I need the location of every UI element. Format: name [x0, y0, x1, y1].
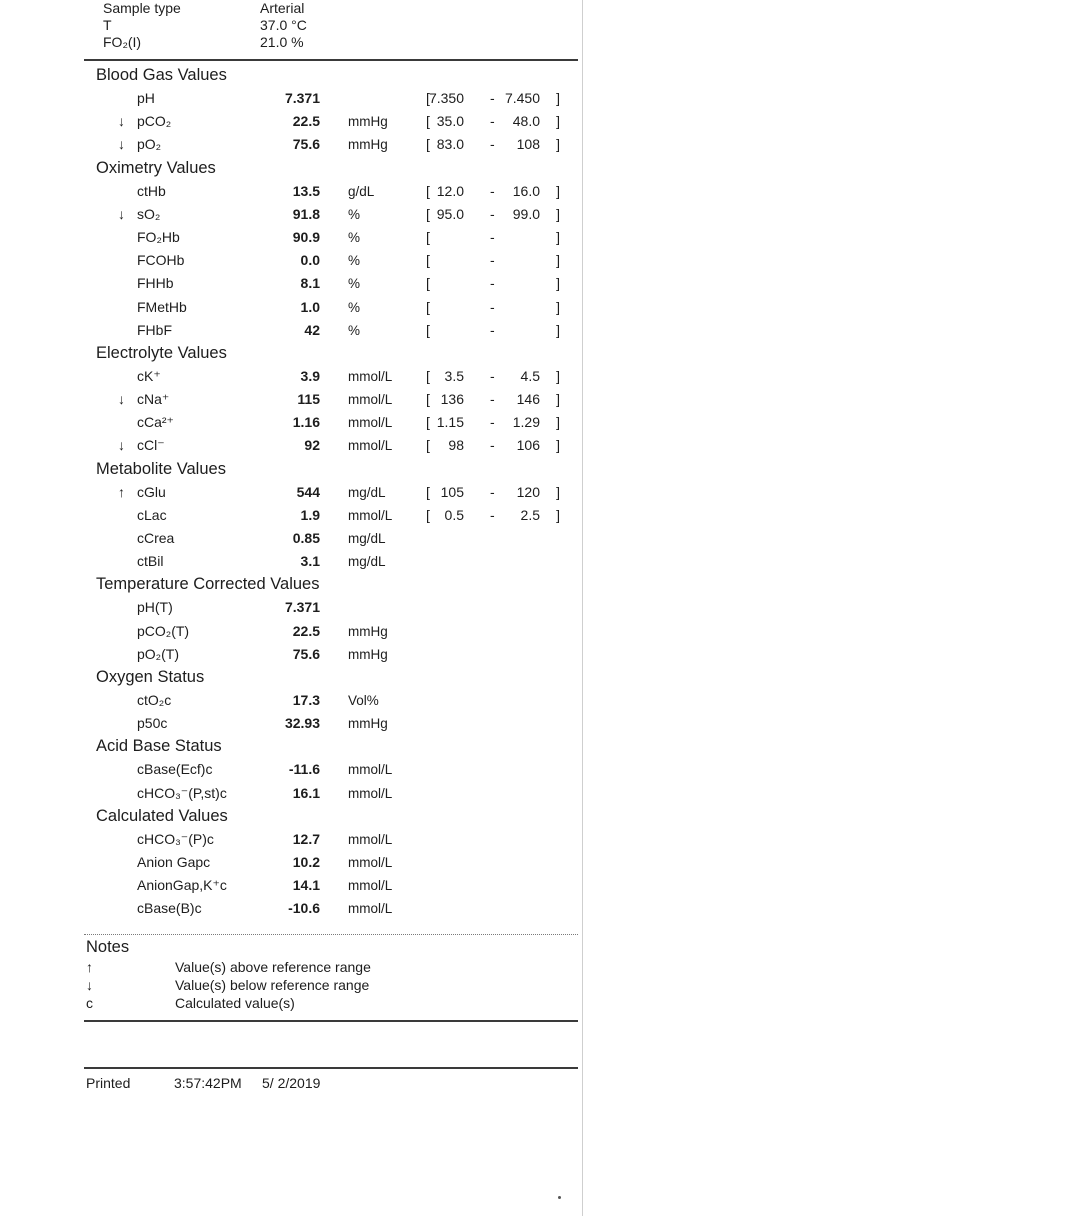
param-value: 3.1 — [300, 553, 320, 570]
param-name: cHCO₃⁻(P)c — [137, 830, 214, 847]
range-bracket-close: ] — [556, 391, 560, 408]
section-title: Temperature Corrected Values — [96, 575, 320, 594]
param-value: 75.6 — [292, 136, 320, 153]
result-row — [84, 203, 578, 226]
param-unit: mmol/L — [348, 762, 393, 778]
range-bracket-close: ] — [556, 275, 560, 292]
param-value: 14.1 — [292, 877, 320, 894]
sample-header — [100, 0, 500, 51]
result-row — [84, 758, 578, 781]
param-name: pO₂(T) — [137, 645, 179, 662]
range-high: 48.0 — [512, 113, 540, 130]
param-unit: % — [348, 322, 361, 338]
param-value: 10.2 — [292, 853, 320, 870]
range-high: 120 — [516, 483, 540, 500]
range-bracket-open: [ — [426, 321, 430, 338]
param-value: 8.1 — [300, 275, 320, 292]
param-unit: mmol/L — [348, 415, 393, 431]
range-bracket-open: [ — [426, 205, 430, 222]
param-unit: g/dL — [348, 183, 375, 199]
param-name: cNa⁺ — [137, 391, 170, 408]
range-bracket-close: ] — [556, 182, 560, 199]
param-value: 3.9 — [300, 367, 320, 384]
header-value: 37.0 °C — [260, 17, 307, 33]
range-dash: - — [490, 414, 495, 431]
section-title: Oxygen Status — [96, 667, 205, 686]
range-dash: - — [490, 90, 495, 106]
result-row — [84, 874, 578, 897]
param-value: 0.85 — [292, 530, 320, 546]
range-bracket-open: [ — [426, 113, 430, 130]
param-value: 91.8 — [292, 205, 320, 222]
flag-icon: ↓ — [118, 391, 125, 408]
range-dash: - — [490, 437, 495, 454]
result-row — [84, 828, 578, 851]
header-value: Arterial — [260, 0, 305, 16]
param-name: cBase(B)c — [137, 900, 202, 917]
param-value: 12.7 — [292, 830, 320, 847]
printed-date: 5/ 2/2019 — [262, 1075, 321, 1091]
result-row — [84, 620, 578, 643]
range-dash: - — [490, 205, 495, 222]
param-unit: % — [348, 206, 361, 222]
param-name: cCrea — [137, 530, 175, 546]
param-name: pH(T) — [137, 599, 173, 616]
printed-time: 3:57:42PM — [174, 1075, 242, 1091]
param-name: cK⁺ — [137, 367, 161, 384]
range-bracket-open: [ — [426, 414, 430, 431]
param-value: 75.6 — [292, 645, 320, 662]
range-low: 1.15 — [436, 414, 464, 431]
section-title: Oximetry Values — [96, 158, 216, 177]
param-value: 7.371 — [284, 90, 320, 106]
range-bracket-close: ] — [556, 367, 560, 384]
range-bracket-close: ] — [556, 298, 560, 315]
result-row — [84, 851, 578, 874]
range-bracket-close: ] — [556, 136, 560, 153]
flag-icon: ↓ — [118, 136, 125, 153]
range-bracket-close: ] — [556, 483, 560, 500]
range-low: 35.0 — [436, 113, 464, 130]
param-unit: mmol/L — [348, 368, 393, 384]
range-dash: - — [490, 275, 495, 292]
range-bracket-close: ] — [556, 437, 560, 454]
range-low: 95.0 — [436, 205, 464, 222]
result-row — [84, 226, 578, 249]
results-table — [84, 64, 578, 920]
param-name: cHCO₃⁻(P,st)c — [137, 784, 227, 801]
range-bracket-open: [ — [426, 367, 430, 384]
result-row — [84, 319, 578, 342]
param-value: 22.5 — [292, 113, 320, 130]
param-unit: mmol/L — [348, 854, 393, 870]
range-low: 7.350 — [428, 90, 464, 106]
param-value: 115 — [297, 391, 320, 408]
param-name: cGlu — [137, 483, 166, 500]
note-item — [84, 994, 578, 1012]
range-high: 4.5 — [520, 367, 540, 384]
result-row — [84, 272, 578, 295]
range-bracket-open: [ — [426, 228, 430, 245]
section-title: Electrolyte Values — [96, 343, 227, 362]
note-symbol: ↓ — [86, 977, 93, 993]
printed-label: Printed — [86, 1075, 131, 1091]
range-high: 99.0 — [512, 205, 540, 222]
header-label: Sample type — [103, 0, 181, 16]
param-value: 32.93 — [284, 715, 320, 732]
range-dash: - — [490, 298, 495, 315]
param-unit: mg/dL — [348, 484, 386, 500]
range-bracket-close: ] — [556, 228, 560, 245]
param-name: ctO₂c — [137, 691, 172, 708]
param-name: FHbF — [137, 321, 172, 338]
param-unit: mg/dL — [348, 531, 386, 546]
param-unit: mmHg — [348, 646, 388, 662]
param-value: 17.3 — [292, 691, 320, 708]
param-name: FO₂Hb — [137, 228, 180, 245]
notes-block — [84, 936, 578, 1012]
param-unit: mmHg — [348, 137, 388, 153]
param-name: ctHb — [137, 182, 166, 199]
param-value: 0.0 — [300, 252, 320, 269]
header-row — [100, 0, 500, 17]
range-dash: - — [490, 391, 495, 408]
result-row — [84, 689, 578, 712]
param-unit: mmHg — [348, 716, 388, 732]
result-row — [84, 411, 578, 434]
param-name: cLac — [137, 506, 167, 523]
range-dash: - — [490, 182, 495, 199]
param-name: ctBil — [137, 553, 164, 570]
param-unit: mmHg — [348, 114, 388, 130]
result-row — [84, 712, 578, 735]
section-title: Metabolite Values — [96, 459, 226, 478]
param-unit: Vol% — [348, 692, 379, 708]
param-value: 1.9 — [300, 506, 320, 523]
param-name: cCa²⁺ — [137, 414, 174, 431]
range-bracket-open: [ — [426, 252, 430, 269]
footer-rule — [84, 1067, 578, 1069]
header-divider — [84, 59, 578, 61]
range-high: 146 — [516, 391, 540, 408]
header-row — [100, 34, 500, 51]
range-bracket-close: ] — [556, 113, 560, 130]
param-unit: mmol/L — [348, 831, 393, 847]
note-text: Value(s) above reference range — [175, 959, 371, 975]
range-bracket-close: ] — [556, 414, 560, 431]
note-item — [84, 976, 578, 994]
header-label: T — [103, 17, 112, 33]
flag-icon: ↓ — [118, 113, 125, 130]
range-low: 3.5 — [444, 367, 464, 384]
result-row — [84, 110, 578, 133]
flag-icon: ↓ — [118, 437, 125, 454]
range-bracket-close: ] — [556, 90, 560, 106]
range-high: 2.5 — [520, 506, 540, 523]
param-unit: mmHg — [348, 623, 388, 639]
range-bracket-close: ] — [556, 506, 560, 523]
range-bracket-open: [ — [426, 391, 430, 408]
range-dash: - — [490, 506, 495, 523]
range-low: 136 — [440, 391, 464, 408]
param-unit: % — [348, 253, 361, 269]
param-value: 1.16 — [292, 414, 320, 431]
range-low: 83.0 — [436, 136, 464, 153]
param-value: 1.0 — [300, 298, 320, 315]
range-low: 0.5 — [444, 506, 464, 523]
param-value: 90.9 — [292, 228, 320, 245]
result-row — [84, 180, 578, 203]
param-value: 13.5 — [292, 182, 320, 199]
range-high: 108 — [516, 136, 540, 153]
range-dash: - — [490, 483, 495, 500]
note-symbol: ↑ — [86, 959, 93, 975]
section-title: Acid Base Status — [96, 737, 222, 756]
param-unit: mg/dL — [348, 554, 386, 570]
note-symbol: c — [86, 995, 93, 1011]
result-row — [84, 596, 578, 619]
range-bracket-open: [ — [426, 298, 430, 315]
range-low: 12.0 — [436, 182, 464, 199]
range-bracket-open: [ — [426, 136, 430, 153]
param-unit: % — [348, 276, 361, 292]
param-unit: mmol/L — [348, 438, 393, 454]
result-row — [84, 388, 578, 411]
result-row — [84, 782, 578, 805]
range-high: 16.0 — [512, 182, 540, 199]
param-name: FCOHb — [137, 252, 185, 269]
notes-bottom-rule — [84, 1020, 578, 1022]
param-value: 92 — [304, 437, 320, 454]
range-high: 1.29 — [512, 414, 540, 431]
param-name: FMetHb — [137, 298, 187, 315]
note-text: Calculated value(s) — [175, 995, 295, 1011]
range-dash: - — [490, 228, 495, 245]
range-bracket-close: ] — [556, 321, 560, 338]
param-value: -10.6 — [288, 900, 320, 917]
result-row — [84, 504, 578, 527]
section-title: Calculated Values — [96, 806, 228, 825]
param-value: -11.6 — [288, 761, 320, 778]
param-name: pH — [137, 90, 155, 106]
range-bracket-open: [ — [426, 437, 430, 454]
param-name: FHHb — [137, 275, 174, 292]
param-name: sO₂ — [137, 205, 161, 222]
param-name: p50c — [137, 715, 168, 732]
result-row — [84, 365, 578, 388]
range-dash: - — [490, 113, 495, 130]
param-name: Anion Gapc — [137, 853, 211, 870]
scan-speck — [558, 1196, 561, 1199]
param-name: pCO₂(T) — [137, 622, 190, 639]
param-unit: % — [348, 229, 361, 245]
range-dash: - — [490, 321, 495, 338]
result-row — [84, 527, 578, 550]
param-name: pO₂ — [137, 136, 162, 153]
notes-title: Notes — [86, 938, 130, 956]
param-value: 42 — [304, 321, 320, 338]
result-row — [84, 643, 578, 666]
range-bracket-open: [ — [426, 182, 430, 199]
paper-edge — [582, 0, 583, 1216]
result-row — [84, 249, 578, 272]
range-bracket-open: [ — [426, 90, 430, 106]
param-unit: mmol/L — [348, 901, 393, 917]
note-text: Value(s) below reference range — [175, 977, 370, 993]
flag-icon: ↑ — [118, 483, 125, 500]
range-low: 98 — [448, 437, 464, 454]
result-row — [84, 87, 578, 110]
param-unit: mmol/L — [348, 785, 393, 801]
param-value: 16.1 — [292, 784, 320, 801]
range-bracket-open: [ — [426, 506, 430, 523]
range-dash: - — [490, 136, 495, 153]
result-row — [84, 434, 578, 457]
notes-divider — [84, 934, 578, 935]
print-footer — [84, 1073, 578, 1093]
result-row — [84, 481, 578, 504]
param-value: 7.371 — [284, 599, 320, 616]
param-value: 544 — [296, 483, 320, 500]
flag-icon: ↓ — [118, 205, 125, 222]
param-name: cCl⁻ — [137, 437, 165, 454]
result-row — [84, 296, 578, 319]
result-row — [84, 550, 578, 573]
range-bracket-close: ] — [556, 205, 560, 222]
range-high: 7.450 — [504, 90, 540, 106]
range-bracket-open: [ — [426, 275, 430, 292]
param-unit: mmol/L — [348, 507, 393, 523]
header-label: FO₂(I) — [103, 34, 142, 50]
param-unit: mmol/L — [348, 878, 393, 894]
result-row — [84, 133, 578, 156]
result-row — [84, 897, 578, 920]
header-value: 21.0 % — [260, 34, 304, 50]
range-bracket-close: ] — [556, 252, 560, 269]
param-unit: % — [348, 299, 361, 315]
range-dash: - — [490, 367, 495, 384]
param-name: AnionGap,K⁺c — [137, 877, 227, 894]
param-unit: mmol/L — [348, 392, 393, 408]
range-high: 106 — [516, 437, 540, 454]
section-title: Blood Gas Values — [96, 66, 227, 84]
header-row — [100, 17, 500, 34]
range-low: 105 — [440, 483, 464, 500]
param-name: pCO₂ — [137, 113, 172, 130]
range-dash: - — [490, 252, 495, 269]
range-bracket-open: [ — [426, 483, 430, 500]
param-name: cBase(Ecf)c — [137, 761, 213, 778]
param-value: 22.5 — [292, 622, 320, 639]
note-item — [84, 958, 578, 976]
